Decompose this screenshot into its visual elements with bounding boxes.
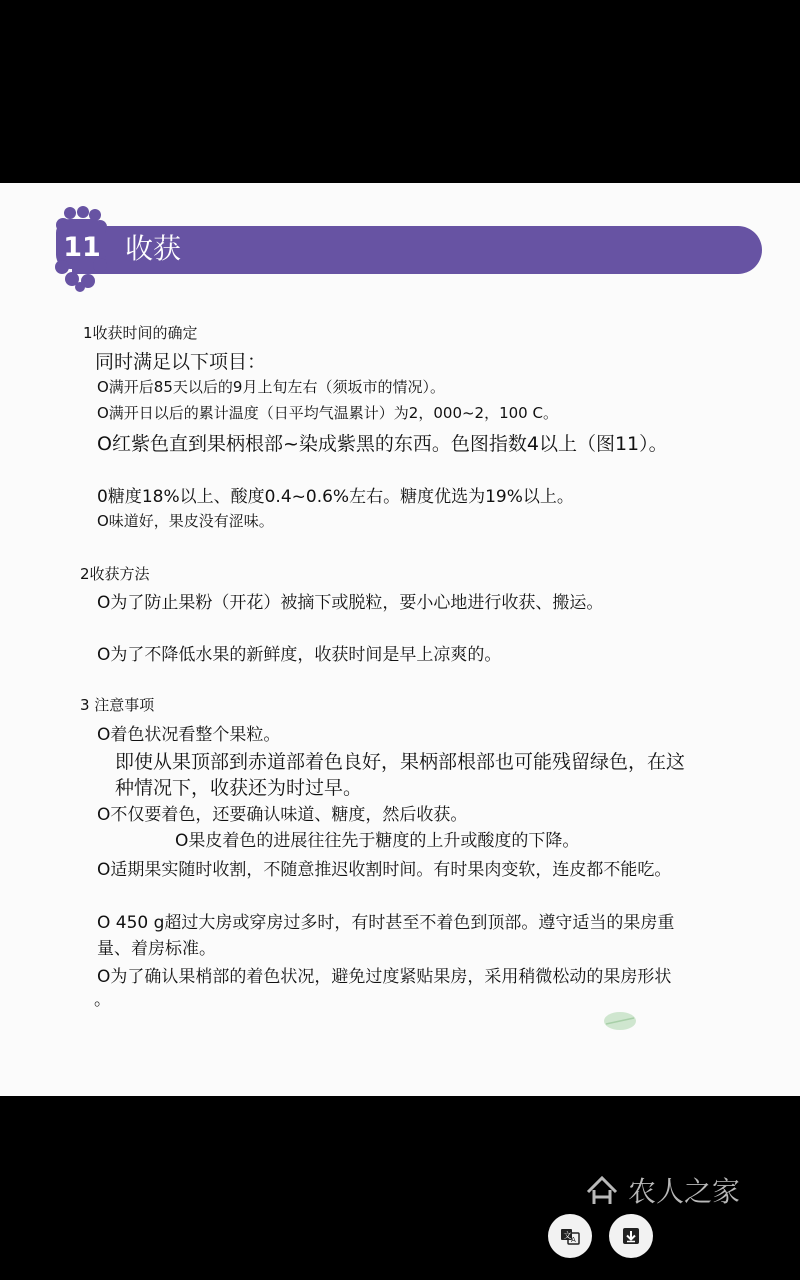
section-line: O为了确认果梢部的着色状况，避免过度紧贴果房，采用稍微松动的果房形状 <box>97 967 672 987</box>
section-heading-method: 2收获方法 <box>80 565 150 583</box>
section-line: O为了防止果粉（开花）被摘下或脱粒，要小心地进行收获、搬运。 <box>97 593 604 613</box>
section-line: O为了不降低水果的新鲜度，收获时间是早上凉爽的。 <box>97 645 502 665</box>
section-line: 。 <box>94 990 111 1010</box>
svg-text:A: A <box>571 1236 576 1244</box>
section-line: O味道好，果皮没有涩味。 <box>97 512 274 530</box>
watermark-text: 农人之家 <box>628 1175 741 1208</box>
section-heading-timing: 1收获时间的确定 <box>83 324 198 342</box>
chapter-number: 11 <box>63 232 101 263</box>
section-line: 量、着房标准。 <box>97 939 216 959</box>
chapter-title: 收获 <box>125 232 182 265</box>
watermark-logo-icon <box>582 1170 622 1210</box>
section-line: O满开后85天以后的9月上旬左右（须坂市的情况）。 <box>97 378 445 396</box>
section-line: 0糖度18%以上、酸度0.4~0.6%左右。糖度优选为19%以上。 <box>97 487 574 507</box>
translate-icon <box>559 1225 581 1247</box>
section-line: O适期果实随时收割，不随意推迟收割时间。有时果肉变软，连皮都不能吃。 <box>97 860 672 880</box>
watermark <box>582 1170 740 1210</box>
section-line: 种情况下，收获还为时过早。 <box>115 777 363 799</box>
section-line: O不仅要着色，还要确认味道、糖度，然后收获。 <box>97 805 468 825</box>
section-line: 同时满足以下项目： <box>95 351 267 373</box>
section-line: O红紫色直到果柄根部~染成紫黑的东西。色图指数4以上（图11）。 <box>97 433 668 455</box>
section-line: O满开日以后的累计温度（日平均气温累计）为2，000~2，100 C。 <box>97 404 558 422</box>
document-page <box>0 183 800 1096</box>
leaf-icon <box>600 1008 640 1034</box>
section-line: O果皮着色的进展往往先于糖度的上升或酸度的下降。 <box>175 831 580 851</box>
section-line: O 450 g超过大房或穿房过多时，有时甚至不着色到顶部。遵守适当的果房重 <box>97 913 675 933</box>
section-line: 即使从果顶部到赤道部着色良好，果柄部根部也可能残留绿色，在这 <box>115 751 686 773</box>
translate-button[interactable] <box>548 1214 592 1258</box>
download-icon <box>620 1225 642 1247</box>
section-heading-notes: 3 注意事项 <box>80 696 155 714</box>
section-line: O着色状况看整个果粒。 <box>97 725 281 745</box>
download-button[interactable] <box>609 1214 653 1258</box>
svg-text:文: 文 <box>563 1231 572 1240</box>
